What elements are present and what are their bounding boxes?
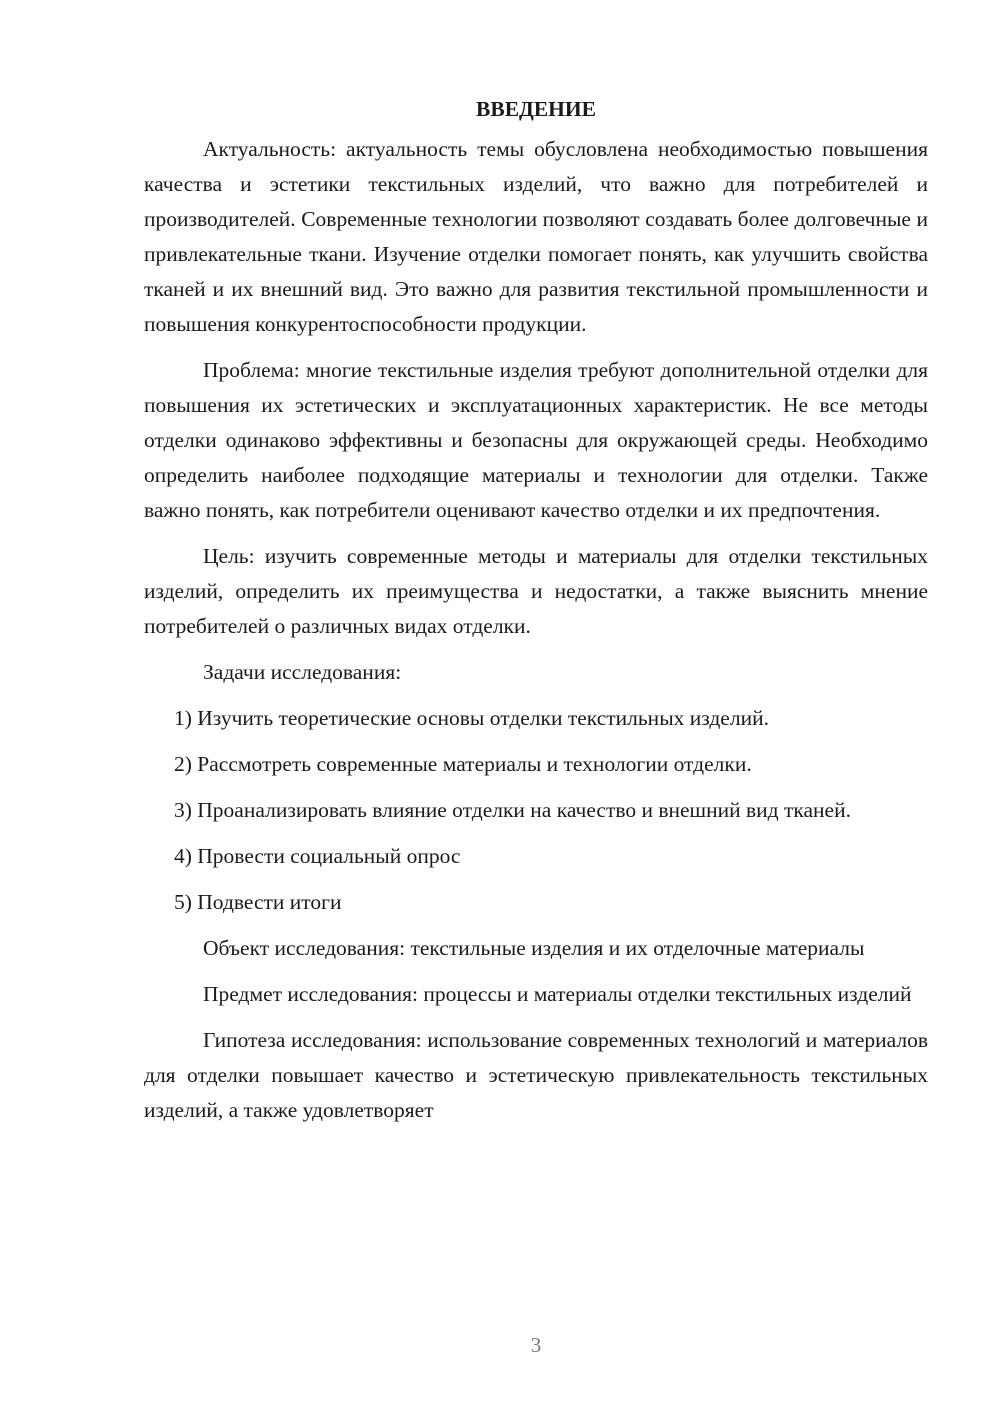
document-page bbox=[144, 92, 928, 1139]
section-title: ВВЕДЕНИЕ bbox=[476, 97, 596, 121]
tasks-heading: Задачи исследования: bbox=[203, 660, 402, 684]
task-item-1: 1) Изучить теоретические основы отделки текстильных изделий. bbox=[174, 706, 769, 730]
paragraph-goal: Цель: изучить современные методы и материалы для отделки текстильных изделий, определить их преимущества и недостатки, а также выяснить мнение потребителей о различных видах отделки. bbox=[144, 544, 928, 638]
task-item-3: 3) Проанализировать влияние отделки на качество и внешний вид тканей. bbox=[174, 798, 851, 822]
paragraph-subject: Предмет исследования: процессы и материалы отделки текстильных изделий bbox=[203, 982, 912, 1006]
paragraph-problem: Проблема: многие текстильные изделия требуют дополнительной отделки для повышения их эстетических и эксплуатационных характеристик. Не все методы отделки одинаково эффективны и безопасны для окружающей среды. Необходимо определить наиболее подходящие материалы и технологии для отделки. Также важно понять, как потребители оценивают качество отделки и их предпочтения. bbox=[144, 358, 928, 522]
paragraph-relevance: Актуальность: актуальность темы обусловлена необходимостью повышения качества и эстетики текстильных изделий, что важно для потребителей и производителей. Современные технологии позволяют создавать более долговечные и привлекательные ткани. Изучение отделки помогает понять, как улучшить свойства тканей и их внешний вид. Это важно для развития текстильной промышленности и повышения конкурентоспособности продукции. bbox=[144, 137, 928, 336]
task-item-4: 4) Провести социальный опрос bbox=[174, 844, 461, 868]
task-item-2: 2) Рассмотреть современные материалы и технологии отделки. bbox=[174, 752, 752, 776]
page-number: 3 bbox=[530, 1333, 542, 1357]
task-item-5: 5) Подвести итоги bbox=[174, 890, 342, 914]
paragraph-hypothesis: Гипотеза исследования: использование современных технологий и материалов для отделки повышает качество и эстетическую привлекательность текстильных изделий, а также удовлетворяет bbox=[144, 1028, 928, 1122]
paragraph-object: Объект исследования: текстильные изделия и их отделочные материалы bbox=[203, 936, 865, 960]
